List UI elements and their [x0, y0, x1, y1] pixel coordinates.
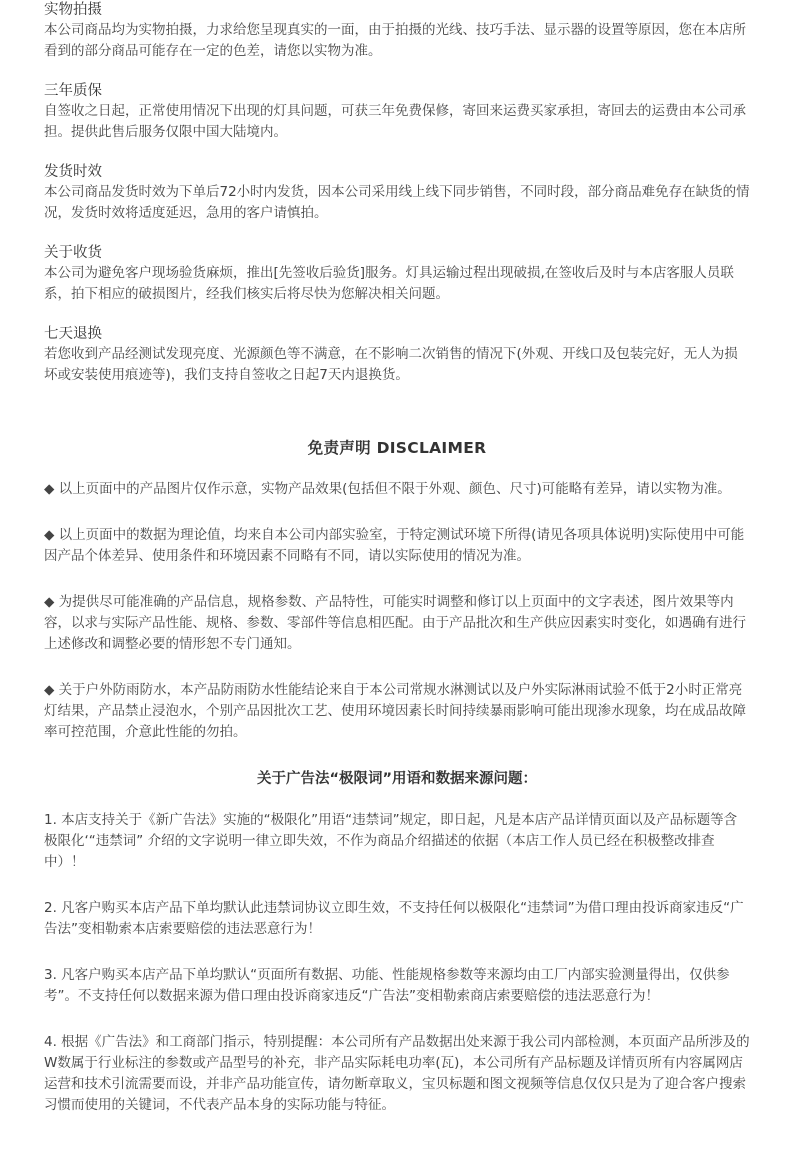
disclaimer-item: ◆ 以上页面中的产品图片仅作示意，实物产品效果(包括但不限于外观、颜色、尺寸)可能略有差异，请以实物为准。 [44, 481, 731, 497]
section-body: 自签收之日起，正常使用情况下出现的灯具问题，可获三年免费保修，寄回来运费买家承担，寄回去的运费由本公司承担。提供此售后服务仅限中国大陆境内。 [44, 103, 746, 140]
disclaimer-block [44, 437, 750, 743]
section-title: 七天退换 [44, 326, 102, 342]
section-shipping [44, 162, 750, 223]
ad-law-item: 2. 凡客户购买本店产品下单均默认此违禁词协议立即生效，不支持任何以极限化“违禁词”为借口理由投诉商家违反“广告法”变相勒索本店索要赔偿的违法恶意行为！ [44, 900, 744, 937]
section-body: 本公司为避免客户现场验货麻烦，推出[先签收后验货]服务。灯具运输过程出现破损,在签收后及时与本店客服人员联系，拍下相应的破损图片，经我们核实后将尽快为您解决相关问题。 [44, 265, 734, 302]
section-title: 发货时效 [44, 164, 102, 180]
section-warranty [44, 81, 750, 142]
disclaimer-item: ◆ 以上页面中的数据为理论值，均来自本公司内部实验室，于特定测试环境下所得(请见各项具体说明)实际使用中可能因产品个体差异、使用条件和环境因素不同略有不同，请以实际使用的情况为准。 [44, 527, 745, 564]
section-photo [44, 0, 750, 61]
ad-law-block [44, 768, 750, 1116]
section-title: 关于收货 [44, 245, 102, 261]
ad-law-item: 3. 凡客户购买本店产品下单均默认“页面所有数据、功能、性能规格参数等来源均由工厂内部实验测量得出，仅供参考”。不支持任何以数据来源为借口理由投诉商家违反“广告法”变相勒索商店索要赔偿的违法恶意行为！ [44, 967, 730, 1004]
section-title: 实物拍摄 [44, 2, 102, 18]
section-receipt [44, 243, 750, 304]
ad-law-item: 1. 本店支持关于《新广告法》实施的“极限化”用语“违禁词”规定，即日起，凡是本店产品详情页面以及产品标题等含极限化‘“违禁词” 介绍的文字说明一律立即失效，不作为商品介绍描述的依据（本店工作人员已经在积极整改排查中）！ [44, 812, 738, 870]
ad-law-heading: 关于广告法“极限词”用语和数据来源问题： [256, 771, 538, 787]
ad-law-item: 4. 根据《广告法》和工商部门指示，特别提醒：本公司所有产品数据出处来源于我公司内部检测，本页面产品所涉及的W数属于行业标注的参数或产品型号的补充，非产品实际耗电功率(瓦)，本公司所有产品标题及详情页所有内容属网店运营和技术引流需要而设，并非产品功能宣传，请勿断章取义，宝贝标题和图文视频等信息仅仅只是为了迎合客户搜索习惯而使用的关键词，不代表产品本身的实际功能与特征。 [44, 1034, 750, 1113]
section-returns [44, 324, 750, 385]
disclaimer-heading: 免责声明 DISCLAIMER [307, 439, 487, 457]
section-title: 三年质保 [44, 83, 102, 99]
disclaimer-item: ◆ 为提供尽可能准确的产品信息，规格参数、产品特性，可能实时调整和修订以上页面中的文字表述，图片效果等内容，以求与实际产品性能、规格、参数、零部件等信息相匹配。由于产品批次和生产供应因素实时变化，如遇确有进行上述修改和调整必要的情形恕不专门通知。 [44, 594, 746, 652]
section-body: 若您收到产品经测试发现亮度、光源颜色等不满意，在不影响二次销售的情况下(外观、开线口及包装完好，无人为损坏或安装使用痕迹等)，我们支持自签收之日起7天内退换货。 [44, 346, 738, 383]
disclaimer-item: ◆ 关于户外防雨防水，本产品防雨防水性能结论来自于本公司常规水淋测试以及户外实际淋雨试验不低于2小时正常亮灯结果，产品禁止浸泡水，个别产品因批次工艺、使用环境因素长时间持续暴雨影响可能出现渗水现象，均在成品故障率可控范围，介意此性能的勿拍。 [44, 682, 746, 740]
section-body: 本公司商品发货时效为下单后72小时内发货，因本公司采用线上线下同步销售，不同时段，部分商品难免存在缺货的情况，发货时效将适度延迟，急用的客户请慎拍。 [44, 184, 750, 221]
section-body: 本公司商品均为实物拍摄，力求给您呈现真实的一面，由于拍摄的光线、技巧手法、显示器的设置等原因，您在本店所看到的部分商品可能存在一定的色差，请您以实物为准。 [44, 22, 746, 59]
policy-sections [44, 0, 750, 385]
